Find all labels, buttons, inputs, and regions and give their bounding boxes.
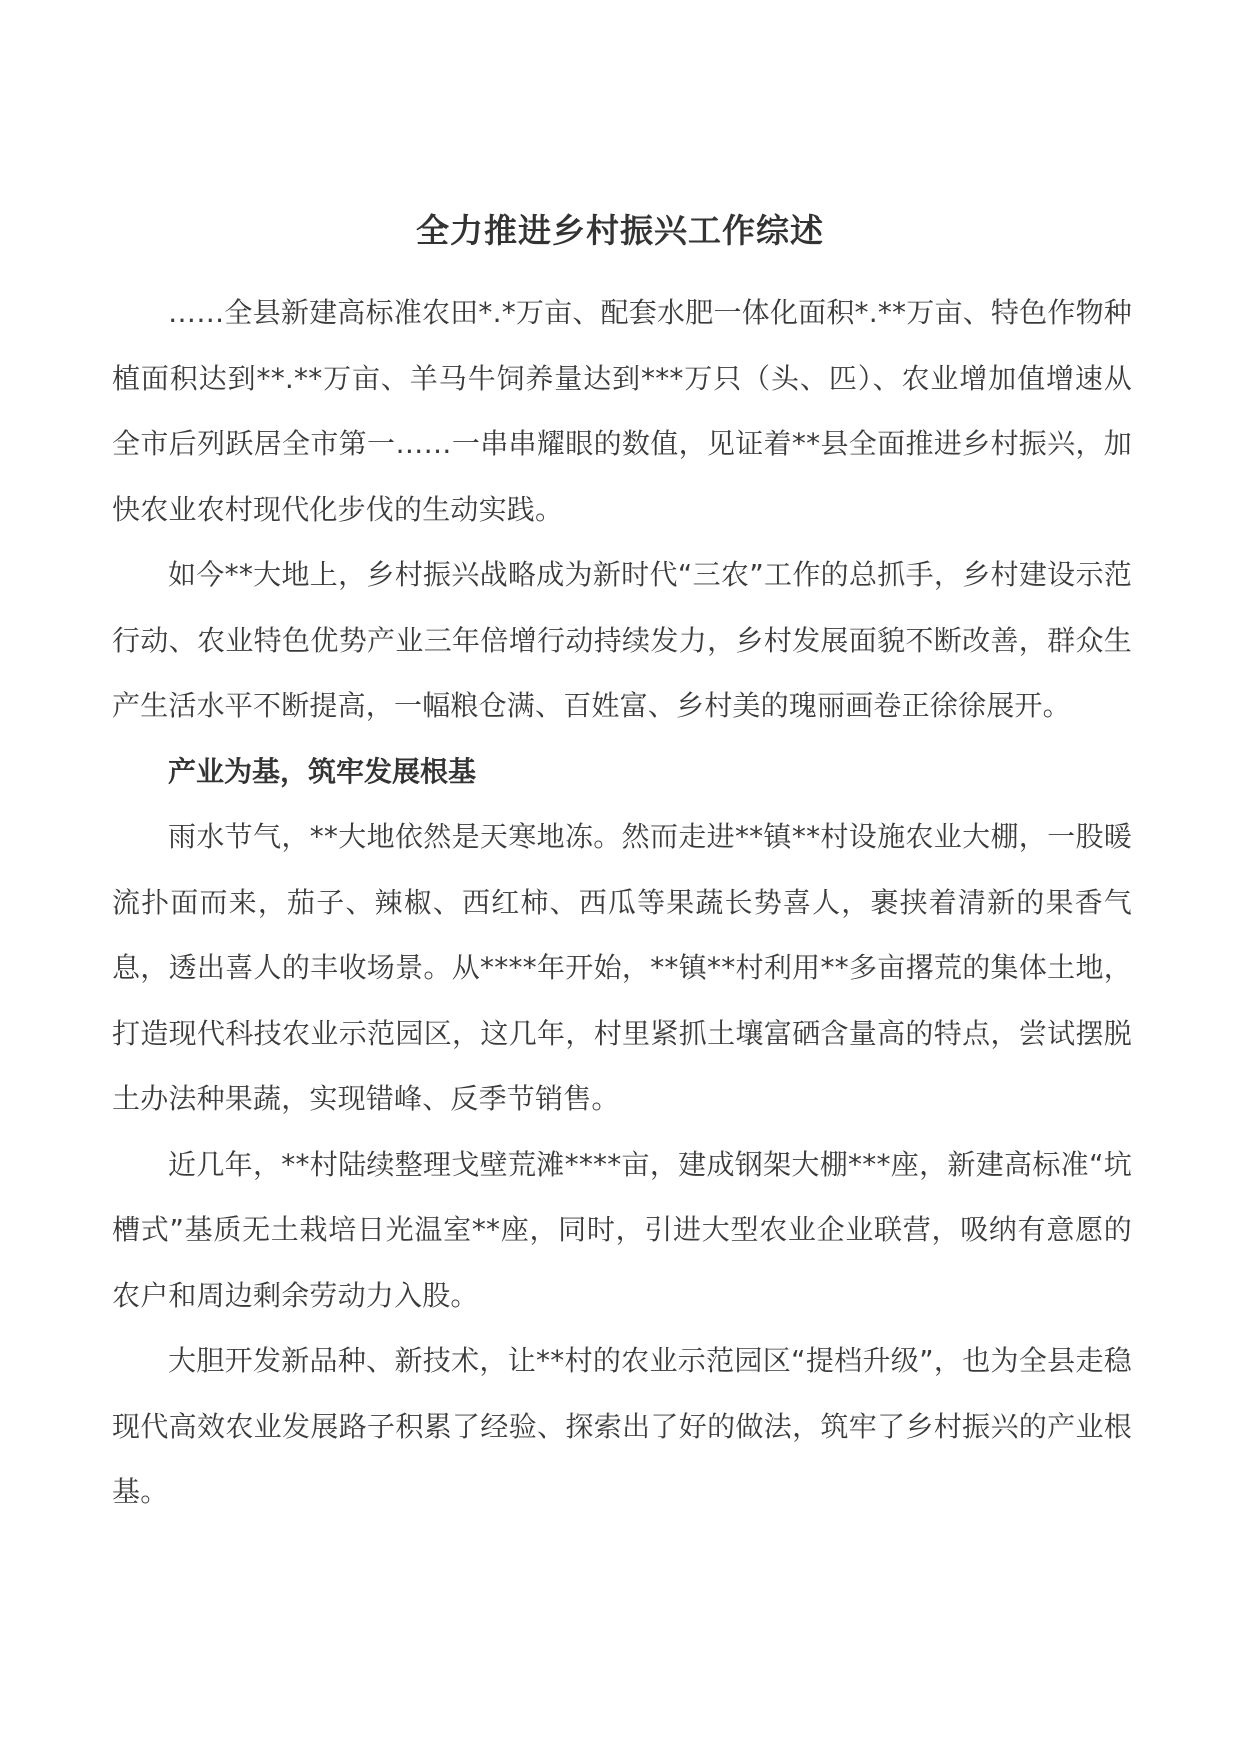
intro-paragraph-2: 如今**大地上，乡村振兴战略成为新时代“三农”工作的总抓手，乡村建设示范行动、农业特色优势产业三年倍增行动持续发力，乡村发展面貌不断改善，群众生产生活水平不断提高，一幅粮仓满、百姓富、乡村美的瑰丽画卷正徐徐展开。 — [112, 558, 1132, 722]
section-paragraph-3: 大胆开发新品种、新技术，让**村的农业示范园区“提档升级”，也为全县走稳现代高效农业发展路子积累了经验、探索出了好的做法，筑牢了乡村振兴的产业根基。 — [112, 1344, 1132, 1508]
intro-paragraph-1: ……全县新建高标准农田*.*万亩、配套水肥一体化面积*.**万亩、特色作物种植面积达到**.**万亩、羊马牛饲养量达到***万只（头、匹）、农业增加值增速从全市后列跃居全市第一……一串串耀眼的数值，见证着**县全面推进乡村振兴，加快农业农村现代化步伐的生动实践。 — [112, 296, 1132, 526]
document-title: 全力推进乡村振兴工作综述 — [416, 211, 824, 250]
section-paragraph-1: 雨水节气，**大地依然是天寒地冻。然而走进**镇**村设施农业大棚，一股暖流扑面而来，茄子、辣椒、西红柿、西瓜等果蔬长势喜人，裹挟着清新的果香气息，透出喜人的丰收场景。从****年开始，**镇**村利用**多亩撂荒的集体土地，打造现代科技农业示范园区，这几年，村里紧抓土壤富硒含量高的特点，尝试摆脱土办法种果蔬，实现错峰、反季节销售。 — [112, 820, 1132, 1115]
section-heading: 产业为基，筑牢发展根基 — [168, 754, 477, 788]
document-body — [112, 280, 1132, 1525]
section-paragraph-2: 近几年，**村陆续整理戈壁荒滩****亩，建成钢架大棚***座，新建高标准“坑槽式”基质无土栽培日光温室**座，同时，引进大型农业企业联营，吸纳有意愿的农户和周边剩余劳动力入股。 — [112, 1147, 1132, 1312]
